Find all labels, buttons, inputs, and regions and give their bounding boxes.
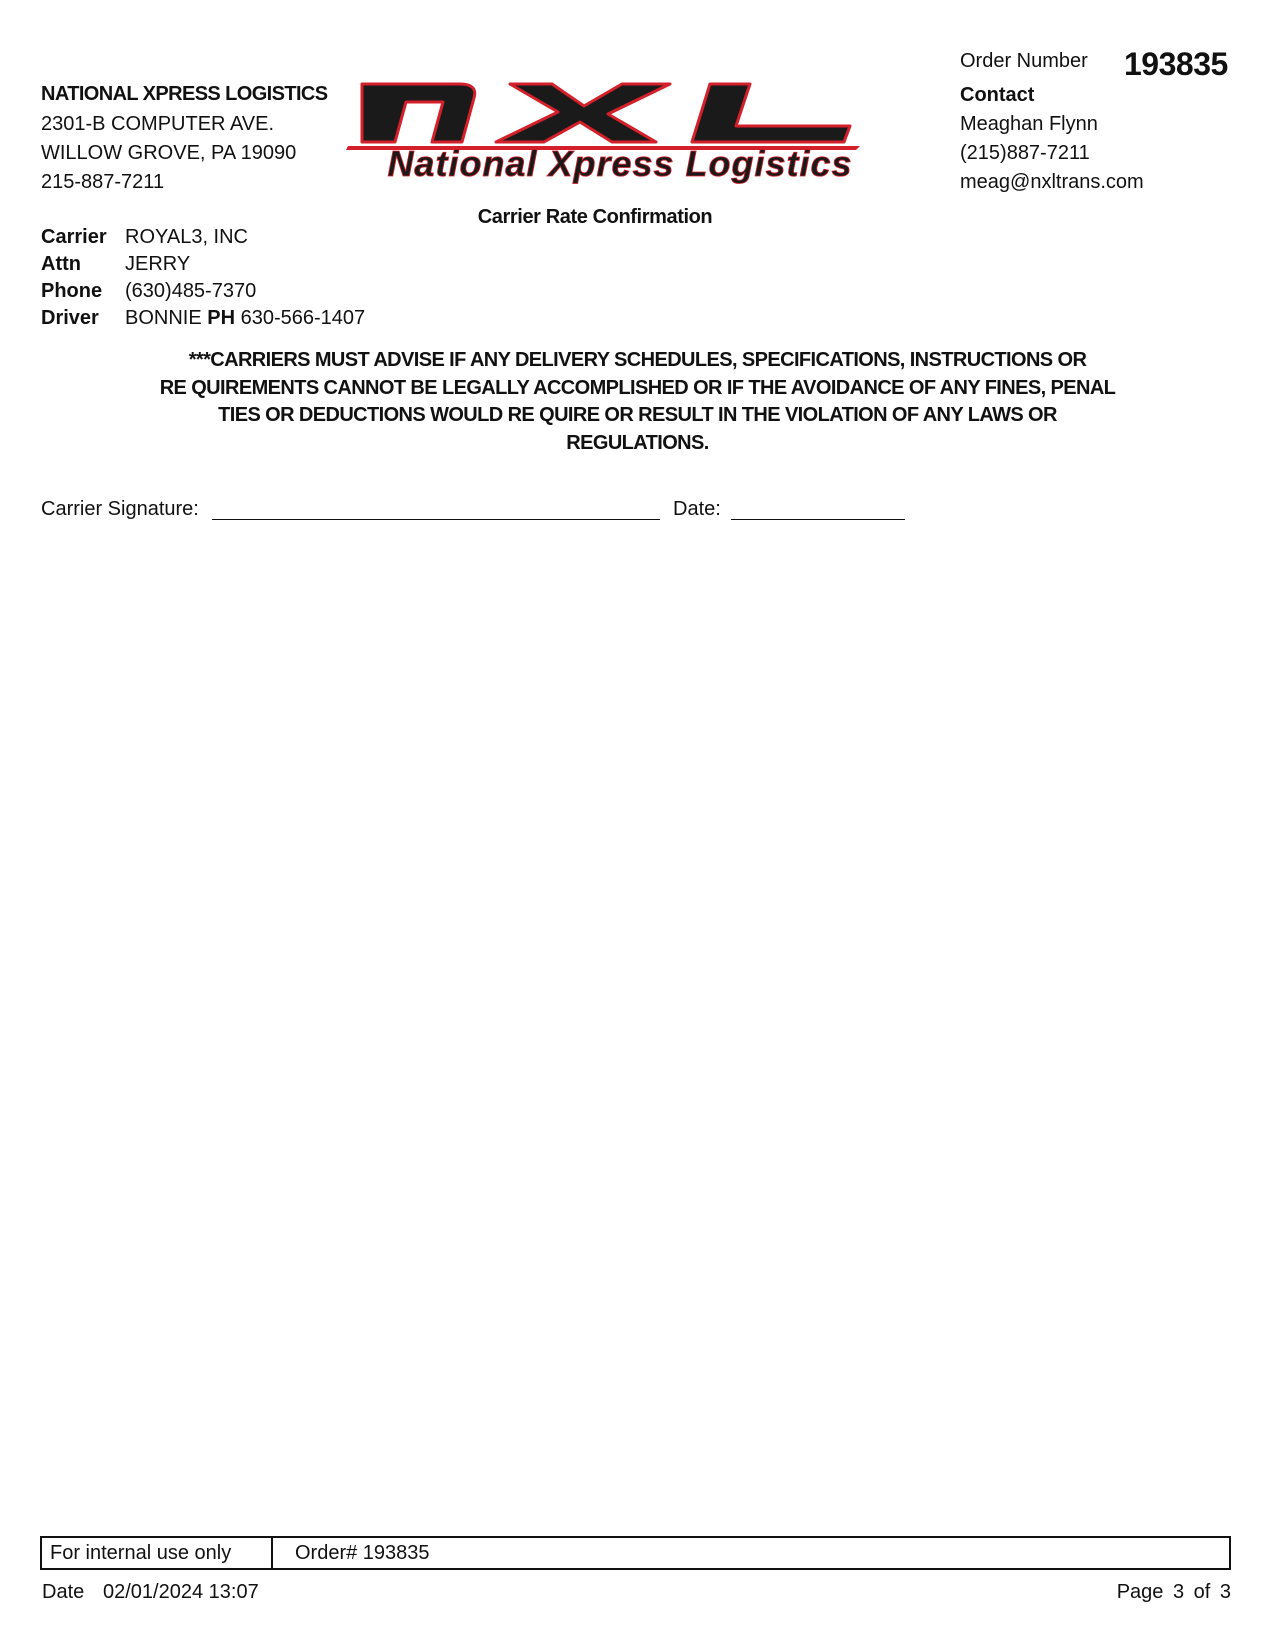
company-name: NATIONAL XPRESS LOGISTICS xyxy=(41,83,328,105)
contact-phone: (215)887-7211 xyxy=(960,142,1090,164)
notice-line: TIES OR DEDUCTIONS WOULD RE QUIRE OR RESULT IN THE VIOLATION OF ANY LAWS OR xyxy=(218,404,1057,426)
driver-ph-value: 630-566-1407 xyxy=(240,307,366,329)
footer-date-value: 02/01/2024 13:07 xyxy=(103,1581,259,1603)
order-reference: Order# 193835 xyxy=(295,1542,430,1564)
signature-date-label: Date: xyxy=(673,498,721,520)
order-number-value: 193835 xyxy=(1124,46,1228,82)
company-address-line2: WILLOW GROVE, PA 19090 xyxy=(41,142,297,164)
internal-use-box xyxy=(40,1536,1231,1570)
carrier-signature-label: Carrier Signature: xyxy=(41,498,199,520)
order-number-label: Order Number xyxy=(960,50,1088,72)
notice-line: ***CARRIERS MUST ADVISE IF ANY DELIVERY SCHEDULES, SPECIFICATIONS, INSTRUCTIONS OR xyxy=(188,349,1087,371)
driver-value xyxy=(125,307,365,330)
attn-label: Attn xyxy=(41,253,81,275)
notice-line: RE QUIREMENTS CANNOT BE LEGALLY ACCOMPLISHED OR IF THE AVOIDANCE OF ANY FINES, PENAL xyxy=(159,376,1116,399)
attn-value: JERRY xyxy=(125,253,191,275)
driver-label: Driver xyxy=(41,307,99,329)
driver-ph-label: PH xyxy=(207,307,236,329)
logo-mark xyxy=(346,84,860,150)
company-logo xyxy=(340,68,900,188)
contact-email: meag@nxltrans.com xyxy=(960,171,1144,193)
driver-name: BONNIE xyxy=(125,307,202,329)
document-title: Carrier Rate Confirmation xyxy=(477,206,713,228)
company-phone: 215-887-7211 xyxy=(41,171,165,193)
contact-name: Meaghan Flynn xyxy=(960,113,1098,135)
carrier-label: Carrier xyxy=(41,226,107,248)
carrier-phone-label: Phone xyxy=(41,280,103,302)
internal-use-label: For internal use only xyxy=(42,1538,273,1568)
notice-line: REGULATIONS. xyxy=(566,431,709,454)
footer-date-label: Date xyxy=(42,1581,85,1603)
carrier-notice xyxy=(120,347,1155,457)
carrier-signature-field[interactable] xyxy=(212,519,660,520)
carrier-phone-value: (630)485-7370 xyxy=(125,280,257,302)
signature-date-field[interactable] xyxy=(731,519,905,520)
carrier-value: ROYAL3, INC xyxy=(125,226,248,248)
page-indicator: Page 3 of 3 xyxy=(1116,1581,1231,1603)
company-address-line1: 2301-B COMPUTER AVE. xyxy=(41,113,275,135)
contact-label: Contact xyxy=(960,84,1035,106)
logo-wordmark: National Xpress Logistics xyxy=(387,143,853,184)
